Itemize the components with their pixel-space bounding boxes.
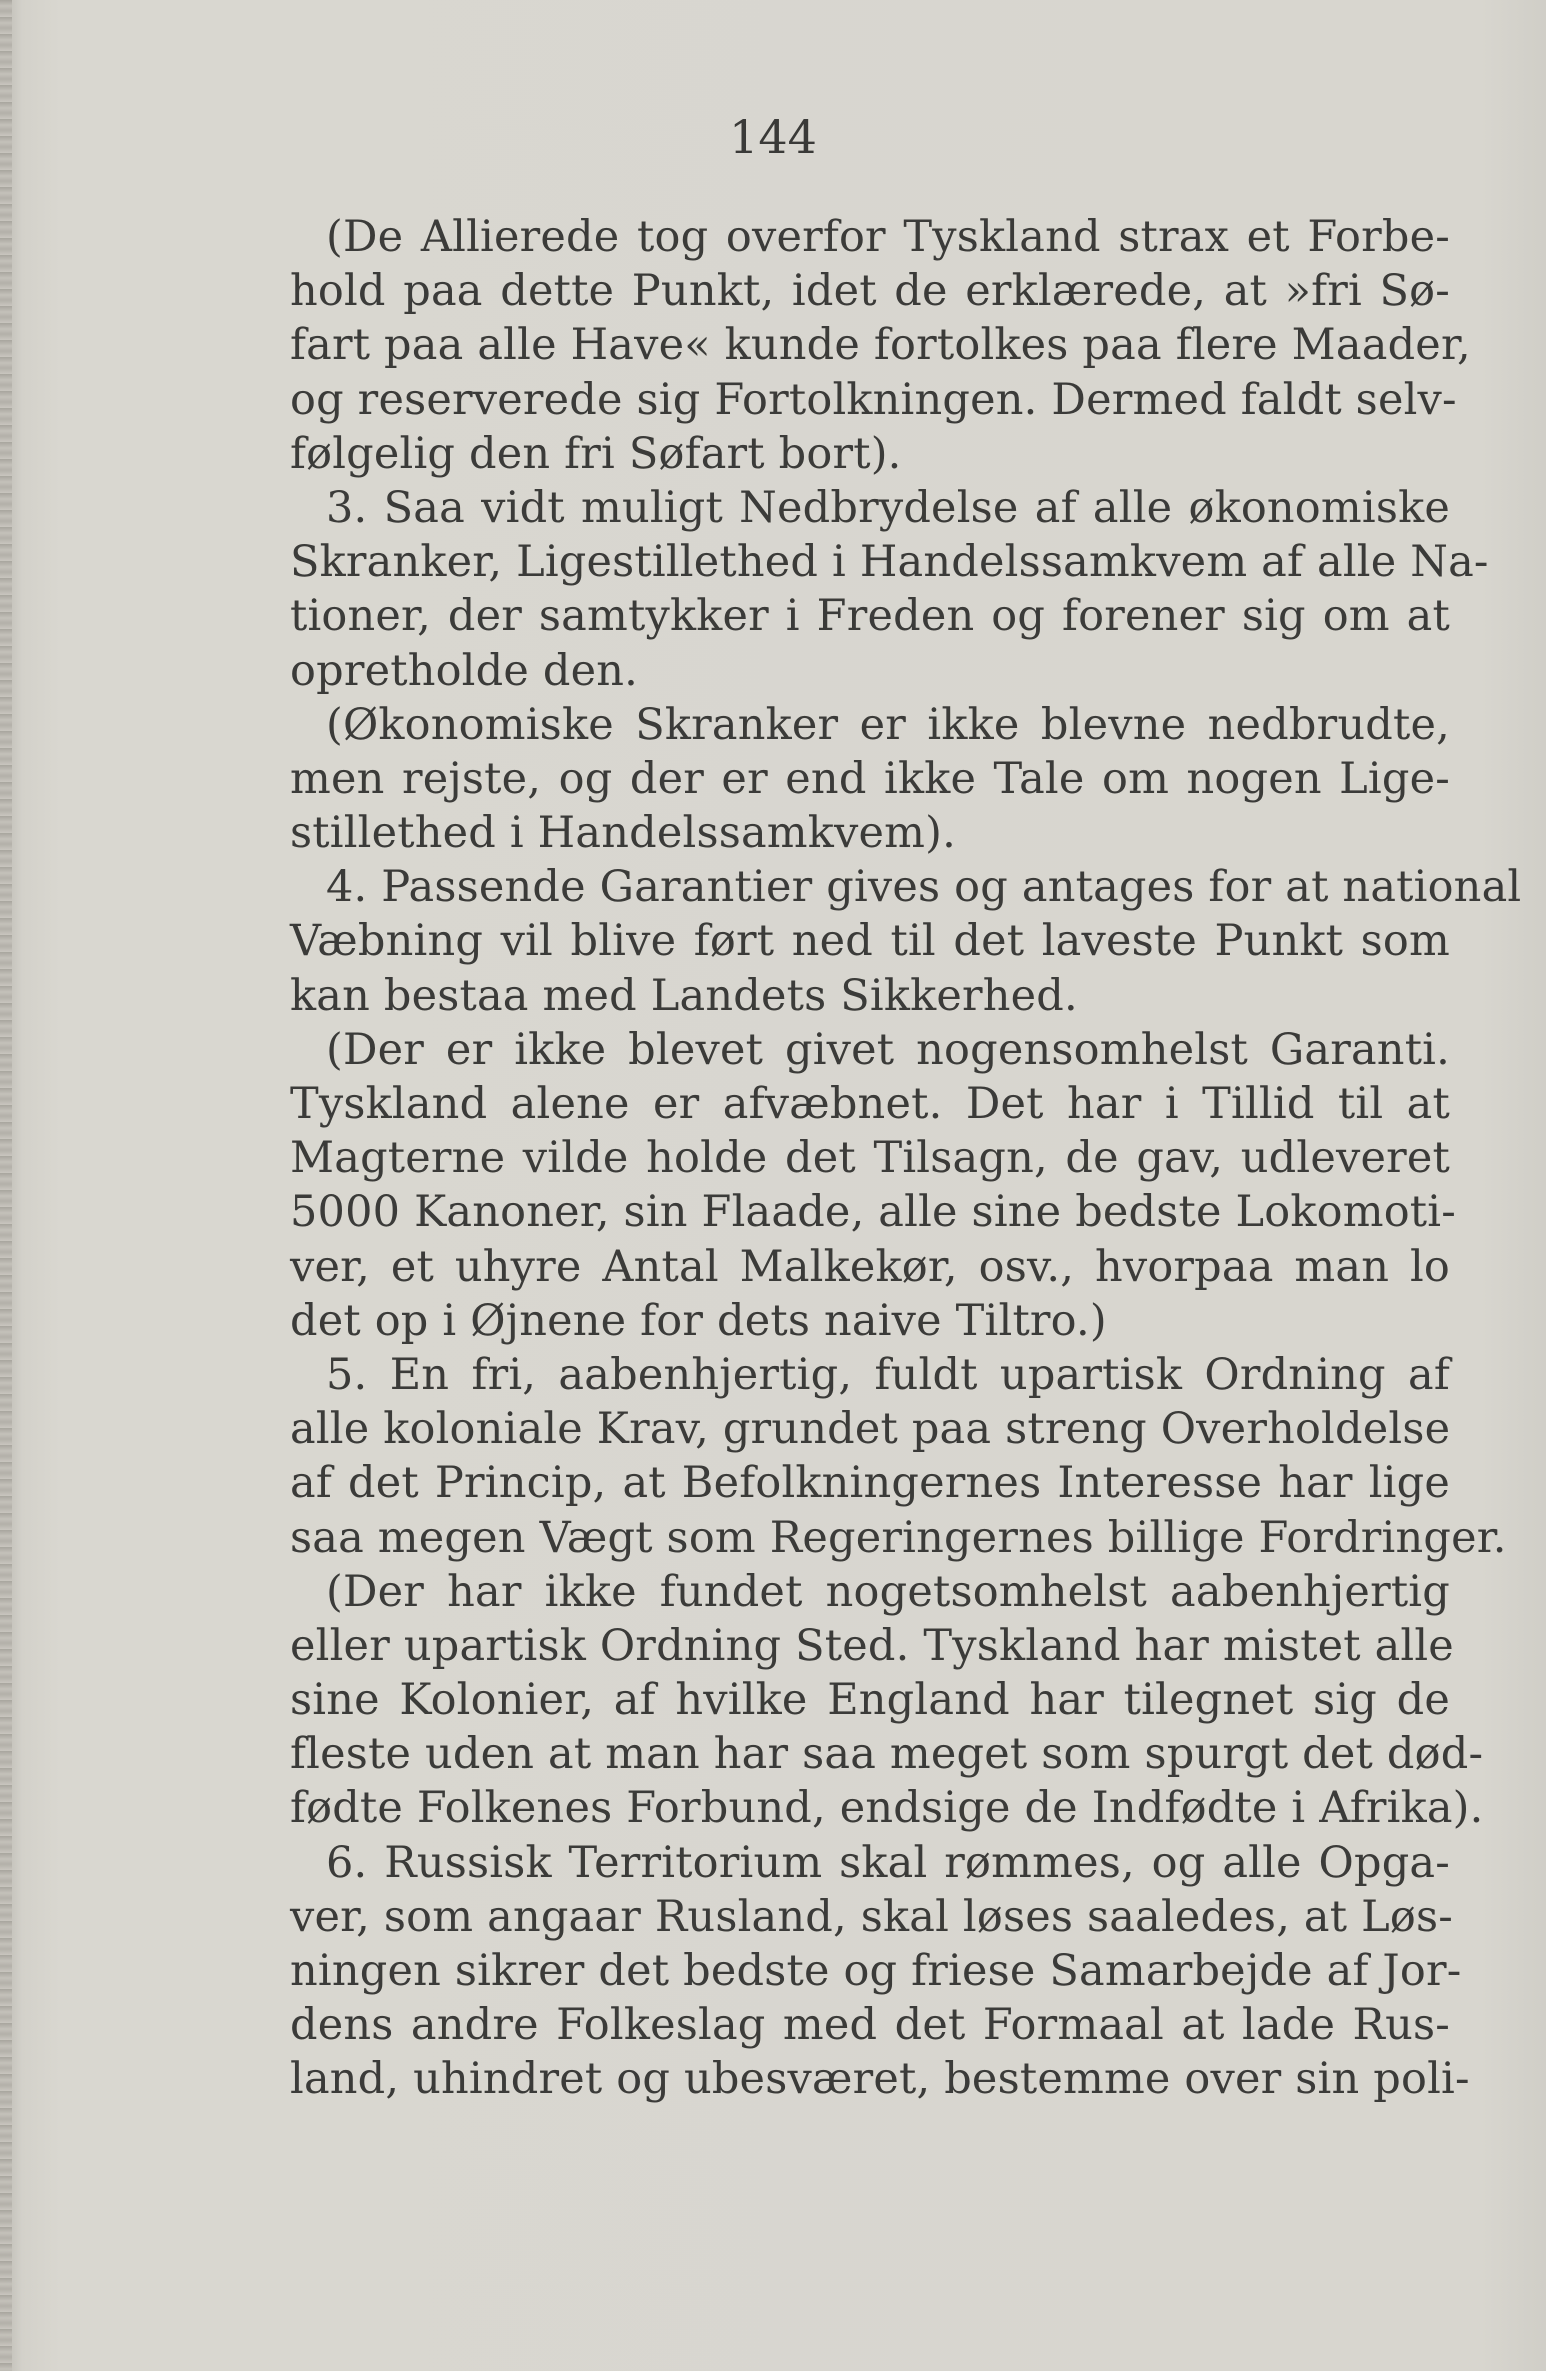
text-line: kan bestaa med Landets Sikkerhed. xyxy=(290,970,1078,1021)
text-line: ver, som angaar Rusland, skal løses saaledes, at Løs- xyxy=(290,1891,1453,1942)
text-line: 5000 Kanoner, sin Flaade, alle sine bedste Lokomoti- xyxy=(290,1187,1456,1238)
text-line: 5. En fri, aabenhjertig, fuldt upartisk Ordning af xyxy=(326,1349,1450,1400)
text-line: eller upartisk Ordning Sted. Tyskland har mistet alle xyxy=(290,1620,1454,1671)
text-line: alle koloniale Krav, grundet paa streng Overholdelse xyxy=(290,1404,1451,1455)
text-line: land, uhindret og ubesværet, bestemme over sin poli- xyxy=(290,2054,1470,2105)
text-line: følgelig den fri Søfart bort). xyxy=(290,428,902,479)
text-line: fødte Folkenes Forbund, endsige de Indfødte i Afrika). xyxy=(290,1783,1484,1834)
text-line: tioner, der samtykker i Freden og forener sig om at xyxy=(290,591,1450,642)
text-line: dens andre Folkeslag med det Formaal at lade Rus- xyxy=(290,2000,1450,2051)
body-text xyxy=(290,210,1522,2107)
text-line: saa megen Vægt som Regeringernes billige Fordringer. xyxy=(290,1512,1507,1563)
text-line: Tyskland alene er afvæbnet. Det har i Tillid til at xyxy=(290,1079,1450,1129)
page-number: 144 xyxy=(729,110,817,164)
text-line: (De Allierede tog overfor Tyskland strax et Forbe- xyxy=(326,212,1450,262)
text-line: sine Kolonier, af hvilke England har tilegnet sig de xyxy=(290,1675,1450,1726)
text-line: fart paa alle Have« kunde fortolkes paa flere Maader, xyxy=(290,320,1471,371)
text-line: stillethed i Handelssamkvem). xyxy=(290,808,957,859)
page-spine-edge xyxy=(0,0,12,2371)
text-line: af det Princip, at Befolkningernes Interesse har lige xyxy=(290,1458,1450,1509)
text-line: hold paa dette Punkt, idet de erklærede, at »fri Sø- xyxy=(290,266,1450,317)
text-line: det op i Øjnene for dets naive Tiltro.) xyxy=(290,1295,1107,1346)
text-line: 4. Passende Garantier gives og antages for at national xyxy=(326,862,1522,913)
text-line: men rejste, og der er end ikke Tale om nogen Lige- xyxy=(290,753,1450,804)
text-line: opretholde den. xyxy=(290,645,639,696)
text-line: ningen sikrer det bedste og friese Samarbejde af Jor- xyxy=(290,1946,1462,1996)
text-line: 3. Saa vidt muligt Nedbrydelse af alle økonomiske xyxy=(326,482,1450,533)
text-line: og reserverede sig Fortolkningen. Dermed faldt selv- xyxy=(290,374,1457,425)
text-line: Væbning vil blive ført ned til det laveste Punkt som xyxy=(290,916,1450,967)
text-line: ver, et uhyre Antal Malkekør, osv., hvorpaa man lo xyxy=(290,1241,1450,1292)
text-line: Magterne vilde holde det Tilsagn, de gav, udleveret xyxy=(290,1133,1450,1184)
text-line: (Økonomiske Skranker er ikke blevne nedbrudte, xyxy=(326,699,1450,750)
text-line: Skranker, Ligestillethed i Handelssamkvem af alle Na- xyxy=(290,537,1489,588)
text-line: (Der er ikke blevet givet nogensomhelst Garanti. xyxy=(326,1024,1450,1075)
text-line: fleste uden at man har saa meget som spurgt det død- xyxy=(290,1729,1484,1780)
text-line: 6. Russisk Territorium skal rømmes, og alle Opga- xyxy=(326,1837,1450,1888)
text-line: (Der har ikke fundet nogetsomhelst aabenhjertig xyxy=(326,1566,1450,1617)
